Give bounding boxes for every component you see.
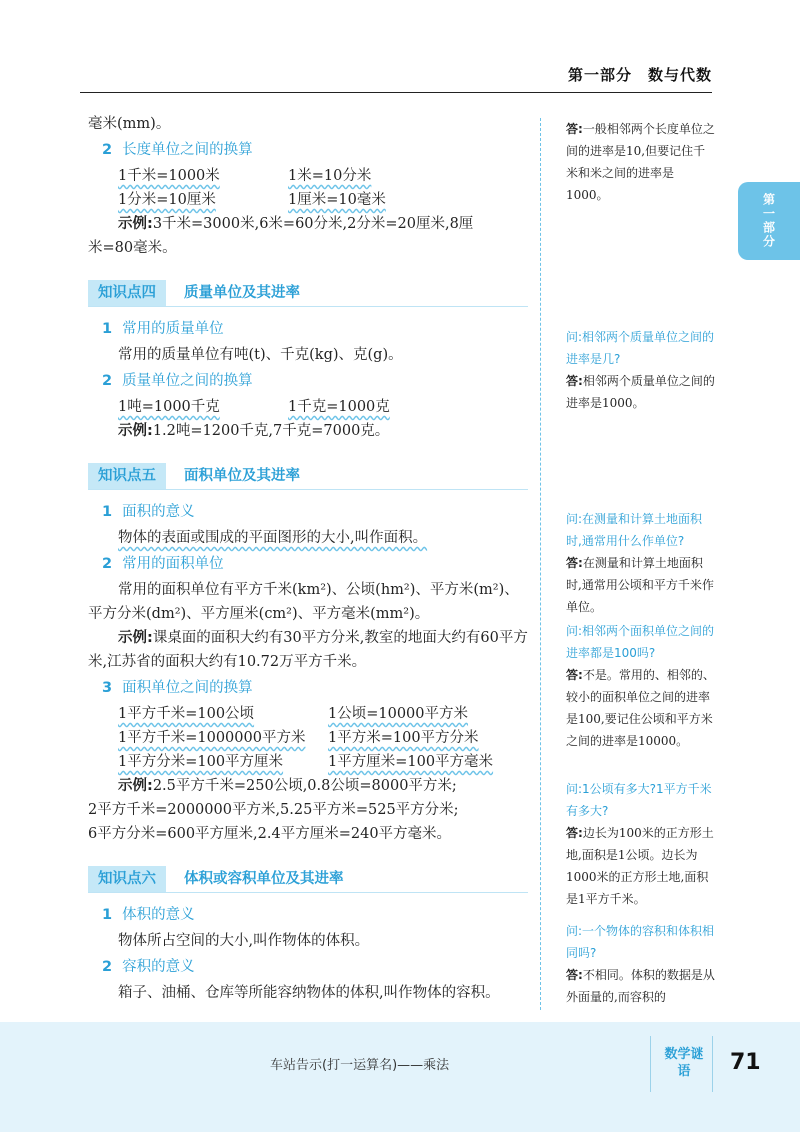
area-row-2 — [88, 726, 528, 750]
area-meaning-text: 物体的表面或围成的平面图形的大小,叫作面积。 — [118, 530, 428, 546]
section-4-title: 质量单位及其进率 — [184, 285, 300, 301]
conversion-item: 1平方分米=100平方厘米 — [118, 754, 284, 770]
area-example-2-line3: 6平方分米=600平方厘米,2.4平方厘米=240平方毫米。 — [88, 826, 452, 842]
note-answer: 答:在测量和计算土地面积时,通常用公顷和平方千米作单位。 — [566, 556, 714, 614]
note-answer: 答:不是。常用的、相邻的、较小的面积单位之间的进率是100,要记住公顷和平方米之间的进率是10000。 — [566, 668, 715, 748]
conversion-item: 1公顷=10000平方米 — [328, 706, 469, 722]
section-6-header — [88, 866, 528, 893]
conversion-item: 1平方米=100平方分米 — [328, 730, 479, 746]
area-units-heading: 2 常用的面积单位 — [102, 556, 224, 572]
running-header: 第一部分 数与代数 — [567, 66, 712, 84]
side-note-3 — [566, 508, 716, 618]
capacity-meaning-text: 箱子、油桶、仓库等所能容纳物体的体积,叫作物体的容积。 — [118, 985, 500, 1001]
mass-units-heading: 1 常用的质量单位 — [102, 321, 224, 337]
note-answer: 答:不相同。体积的数据是从外面量的,而容积的 — [566, 968, 715, 1004]
mass-row-1 — [88, 395, 528, 419]
note-answer: 答:边长为100米的正方形土地,面积是1公顷。边长为1000米的正方形土地,面积是1平方千米。 — [566, 826, 714, 906]
conversion-item: 1厘米=10毫米 — [288, 192, 386, 208]
section-6-tag: 知识点六 — [88, 866, 166, 892]
length-conversion-heading: 2 长度单位之间的换算 — [102, 142, 253, 158]
length-row-2 — [88, 188, 528, 212]
area-example-2: 示例:2.5平方千米=250公顷,0.8公顷=8000平方米; — [118, 778, 457, 794]
note-question: 问:相邻两个面积单位之间的进率都是100吗? — [566, 624, 715, 660]
side-note-1 — [566, 118, 716, 206]
note-question: 问:相邻两个质量单位之间的进率是几? — [566, 330, 715, 366]
side-note-2 — [566, 326, 716, 414]
footer-divider — [712, 1036, 713, 1092]
capacity-meaning-heading: 2 容积的意义 — [102, 959, 195, 975]
conversion-item: 1平方千米=1000000平方米 — [118, 730, 306, 746]
area-row-1 — [88, 702, 528, 726]
mass-conversion-heading: 2 质量单位之间的换算 — [102, 373, 253, 389]
volume-meaning-heading: 1 体积的意义 — [102, 907, 195, 923]
column-divider — [540, 118, 541, 1010]
area-example-2-line2: 2平方千米=2000000平方米,5.25平方米=525平方分米; — [88, 802, 459, 818]
note-question: 问:在测量和计算土地面积时,通常用什么作单位? — [566, 512, 703, 548]
area-row-3 — [88, 750, 528, 774]
section-6-title: 体积或容积单位及其进率 — [184, 871, 344, 887]
section-5-tag: 知识点五 — [88, 463, 166, 489]
volume-meaning-text: 物体所占空间的大小,叫作物体的体积。 — [118, 933, 370, 949]
section-5-header — [88, 463, 528, 490]
length-example-cont: 米=80毫米。 — [88, 240, 177, 256]
area-conversion-heading: 3 面积单位之间的换算 — [102, 680, 253, 696]
riddle-label: 数学谜语 — [664, 1047, 704, 1079]
conversion-item: 1平方厘米=100平方毫米 — [328, 754, 494, 770]
note-question: 问:一个物体的容积和体积相同吗? — [566, 924, 715, 960]
page-number: 71 — [730, 1050, 761, 1075]
section-4-header — [88, 280, 528, 307]
conversion-item: 1吨=1000千克 — [118, 399, 220, 415]
side-note-4 — [566, 620, 716, 752]
conversion-item: 1千克=1000克 — [288, 399, 390, 415]
footer-divider — [650, 1036, 651, 1092]
side-note-5 — [566, 778, 716, 910]
header-rule — [80, 92, 712, 93]
section-5-title: 面积单位及其进率 — [184, 468, 300, 484]
note-question: 问:1公顷有多大?1平方千米有多大? — [566, 782, 712, 818]
area-meaning-heading: 1 面积的意义 — [102, 504, 195, 520]
main-column — [88, 112, 528, 1005]
length-example: 示例:3千米=3000米,6米=60分米,2分米=20厘米,8厘 — [118, 216, 474, 232]
mass-units-text: 常用的质量单位有吨(t)、千克(kg)、克(g)。 — [118, 347, 403, 363]
area-units-text: 常用的面积单位有平方千米(km²)、公顷(hm²)、平方米(m²)、平方分米(dm²)、平方厘米(cm²)、平方毫米(mm²)。 — [88, 582, 519, 622]
note-answer: 答:相邻两个质量单位之间的进率是1000。 — [566, 374, 715, 410]
note-answer: 答:一般相邻两个长度单位之间的进率是10,但要记住千米和米之间的进率是1000。 — [566, 122, 715, 202]
continued-line: 毫米(mm)。 — [88, 116, 171, 132]
conversion-item: 1米=10分米 — [288, 168, 372, 184]
part-tab[interactable]: 第一部分 — [738, 182, 800, 260]
footer-riddle: 车站告示(打一运算名)——乘法 — [270, 1058, 450, 1073]
section-4-tag: 知识点四 — [88, 280, 166, 306]
area-example-1: 示例:课桌面的面积大约有30平方分米,教室的地面大约有60平方米,江苏省的面积大约有10.72万平方千米。 — [88, 630, 528, 670]
conversion-item: 1千米=1000米 — [118, 168, 220, 184]
conversion-item: 1平方千米=100公顷 — [118, 706, 255, 722]
length-row-1 — [88, 164, 528, 188]
side-note-6 — [566, 920, 716, 1008]
conversion-item: 1分米=10厘米 — [118, 192, 216, 208]
mass-example: 示例:1.2吨=1200千克,7千克=7000克。 — [118, 423, 390, 439]
